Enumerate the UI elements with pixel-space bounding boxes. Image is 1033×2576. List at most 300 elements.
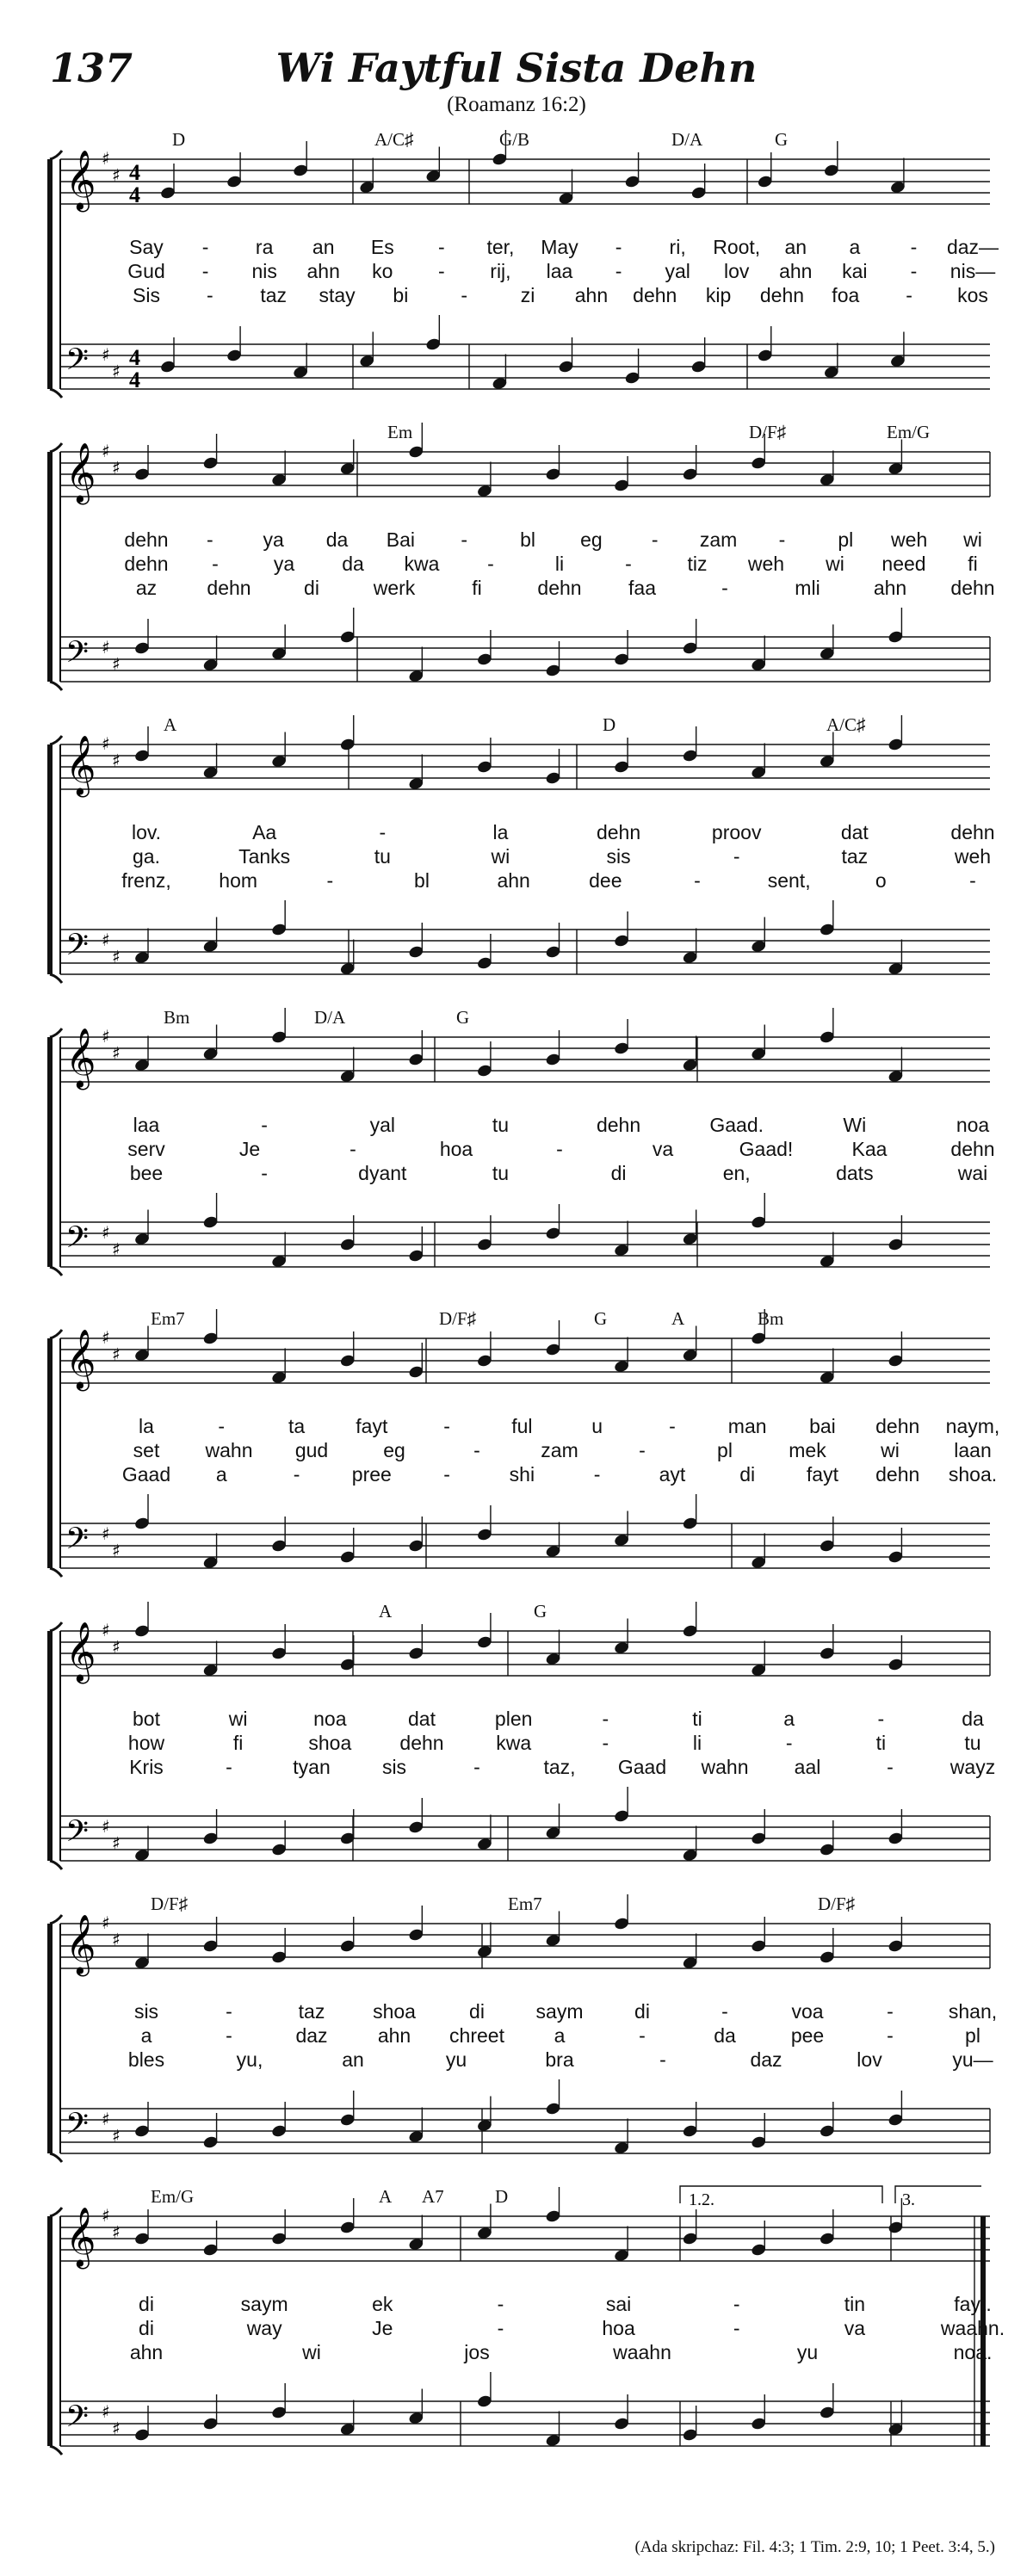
lyric-syllable: eg [383,1439,405,1461]
lyric-syllable: - [651,528,659,551]
lyric-syllable: weh [891,528,928,551]
lyric-syllable: serv [127,1138,165,1160]
lyric-syllable: - [226,2024,232,2047]
lyric-syllable: dehn [950,577,995,599]
chord-symbol: Em7 [508,1893,542,1914]
lyric-syllable: ahn [779,260,813,282]
lyric-syllable: shan, [948,2000,998,2023]
sharp-icon: ♯ [112,1636,121,1658]
lyric-syllable: - [226,1756,232,1778]
lyric-syllable: - [487,553,494,575]
lyric-syllable: - [212,553,219,575]
lyric-syllable: proov [711,821,762,843]
sharp-icon: ♯ [112,2418,121,2439]
lyric-syllable: Say [129,236,164,258]
lyric-syllable: da [342,553,364,575]
lyric-syllable: Je [238,1138,261,1160]
chord-symbol: A [164,714,177,735]
lyric-syllable: ta [288,1415,306,1437]
lyric-syllable: - [473,1756,480,1778]
lyric-syllable: di [139,2317,154,2339]
lyric-syllable: pl [965,2024,980,2047]
lyric-syllable: yu [445,2048,467,2071]
lyric-syllable: fayt [806,1463,838,1486]
lyric-syllable: - [443,1415,450,1437]
lyric-syllable: chreet [449,2024,504,2047]
chord-symbol: D/F♯ [151,1893,189,1914]
lyric-syllable: dehn [124,553,169,575]
lyric-syllable: daz [295,2024,328,2047]
lyric-syllable: dee [589,869,622,892]
chord-symbol: Em/G [887,422,931,442]
chord-symbol: D/A [671,129,703,150]
lyric-syllable: - [461,284,468,306]
lyric-syllable: fayt. [954,2293,992,2315]
lyric-syllable: wi [963,528,982,551]
lyric-syllable: ahn [574,284,609,306]
chord-symbol: Bm [758,1308,784,1329]
lyric-syllable: ahn [873,577,907,599]
bass-clef-icon: 𝄢 [65,927,90,969]
lyric-syllable: ti [692,1708,702,1730]
lyric-syllable: foa [832,284,860,306]
lyric-syllable: - [625,553,632,575]
lyric-syllable: - [326,869,334,892]
lyric-syllable: set [133,1439,160,1461]
lyrics-block [0,528,1033,673]
sharp-icon: ♯ [112,2125,121,2147]
lyric-syllable: a [215,1463,227,1486]
lyric-syllable: wi [881,1439,900,1461]
lyric-syllable: - [615,236,622,258]
lyric-syllable: how [127,1732,165,1754]
ending-label: 1.2. [689,2190,714,2209]
lyric-syllable: shi [509,1463,535,1486]
lyric-syllable: - [218,1415,226,1437]
lyric-syllable: zi [520,284,535,306]
lyric-syllable: Aa [252,821,277,843]
treble-clef-icon: 𝄞 [65,1622,96,1682]
lyric-syllable: Gud [127,260,165,282]
lyric-syllable: noa. [953,2341,993,2363]
lyric-syllable: Kris [129,1756,164,1778]
lyric-syllable: a [554,2024,566,2047]
lyric-syllable: wi [228,1708,248,1730]
lyric-syllable: ahn [129,2341,164,2363]
lyric-syllable: taz [298,2000,325,2023]
lyrics-block [0,1708,1033,1852]
lyric-syllable: stay [319,284,356,306]
lyric-syllable: yu— [952,2048,993,2071]
lyric-syllable: - [438,260,445,282]
lyric-syllable: May [541,236,578,258]
lyric-syllable: tu [492,1162,510,1184]
lyric-syllable: ahn [497,869,530,892]
lyric-syllable: dehn [759,284,805,306]
bass-clef-icon: 𝄢 [65,1220,90,1262]
lyric-syllable: - [497,2317,504,2339]
time-signature-bottom: 4 [129,182,140,207]
lyric-syllable: dyant [358,1162,407,1184]
sharp-icon: ♯ [112,750,121,771]
lyric-syllable: tu [374,845,391,868]
lyric-syllable: nis— [949,260,996,282]
lyric-syllable: eg [580,528,603,551]
treble-clef-icon: 𝄞 [65,2207,96,2267]
lyric-syllable: mek [789,1439,826,1461]
lyric-syllable: - [438,236,445,258]
sharp-icon: ♯ [102,1327,110,1348]
lyric-syllable: di [739,1463,756,1486]
lyric-syllable: fayt [356,1415,388,1437]
lyric-syllable: a [783,1708,795,1730]
lyrics-block [0,2000,1033,2145]
lyric-syllable: Gaad [121,1463,171,1486]
lyric-syllable: - [778,528,786,551]
lyric-syllable: fi [968,553,978,575]
lyric-syllable: dehn [537,577,582,599]
lyric-syllable: - [694,869,701,892]
lyric-syllable: dehn [633,284,677,306]
lyric-syllable: da [714,2024,736,2047]
lyric-syllable: man [727,1415,767,1437]
lyric-syllable: ahn [306,260,340,282]
lyric-syllable: - [877,1708,885,1730]
sharp-icon: ♯ [102,2205,110,2226]
chord-symbol: Bm [164,1007,190,1028]
lyric-syllable: sis [133,2000,159,2023]
lyric-syllable: yal [665,260,690,282]
lyric-syllable: bles [127,2048,165,2071]
lyric-syllable: - [349,1138,356,1160]
lyric-syllable: - [733,845,740,868]
chord-symbol: D [495,2186,509,2207]
lyric-syllable: hoa [602,2317,635,2339]
lyric-syllable: hom [219,869,258,892]
lyric-syllable: ra [255,236,274,258]
lyric-syllable: waahn [613,2341,671,2363]
sharp-icon: ♯ [102,733,110,754]
lyric-syllable: voa [791,2000,824,2023]
chord-symbol: A/C♯ [826,714,866,735]
lyric-syllable: saym [535,2000,584,2023]
lyric-syllable: laa [133,1114,160,1136]
lyric-syllable: u [591,1415,603,1437]
lyric-syllable: ek [372,2293,393,2315]
time-signature-top: 4 [129,345,140,370]
lyrics-block [0,2293,1033,2437]
lyric-syllable: - [733,2293,740,2315]
lyric-syllable: laa [546,260,573,282]
lyric-syllable: wayz [949,1756,996,1778]
lyric-syllable: hoa [439,1138,473,1160]
lyric-syllable: yal [369,1114,395,1136]
lyric-syllable: frenz, [121,869,171,892]
lyric-syllable: Bai [386,528,415,551]
lyric-syllable: tyan [293,1756,331,1778]
lyric-syllable: taz, [543,1756,576,1778]
lyric-syllable: ayt [659,1463,686,1486]
lyric-syllable: di [139,2293,154,2315]
lyric-syllable: daz [750,2048,782,2071]
lyric-syllable: jos [464,2341,490,2363]
lyric-syllable: pree [351,1463,392,1486]
sharp-icon: ♯ [112,361,121,382]
lyric-syllable: o [875,869,887,892]
lyric-syllable: ya [263,528,284,551]
chord-symbol: D [172,129,186,150]
lyric-syllable: - [785,1732,793,1754]
lyric-syllable: - [733,2317,740,2339]
lyric-syllable: di [610,1162,627,1184]
lyric-syllable: - [887,2000,894,2023]
lyric-syllable: sent, [767,869,811,892]
chord-symbol: G [594,1308,608,1329]
lyric-syllable: pee [790,2024,825,2047]
treble-clef-icon: 𝄞 [65,1329,96,1389]
lyric-syllable: bot [133,1708,160,1730]
treble-clef-icon: 𝄞 [65,735,96,795]
lyric-syllable: yu, [236,2048,263,2071]
lyric-syllable: Sis [133,284,160,306]
lyric-syllable: laan [954,1439,992,1461]
chord-symbol: A [671,1308,685,1329]
lyric-syllable: an [342,2048,364,2071]
lyric-syllable: sis [606,845,631,868]
sharp-icon: ♯ [102,2401,110,2422]
lyric-syllable: dehn [950,821,995,843]
lyric-syllable: di [469,2000,485,2023]
sharp-icon: ♯ [112,457,121,479]
lyric-syllable: pl [717,1439,733,1461]
lyric-syllable: - [261,1114,268,1136]
lyric-syllable: kai [842,260,868,282]
lyric-syllable: an [312,236,335,258]
chord-symbol: G/B [499,129,530,150]
chord-symbol: A7 [422,2186,444,2207]
sharp-icon: ♯ [112,1929,121,1950]
sharp-icon: ♯ [112,1239,121,1260]
sharp-icon: ♯ [102,148,110,169]
lyric-syllable: - [887,1756,894,1778]
lyric-syllable: dats [836,1162,874,1184]
lyric-syllable: sis [381,1756,407,1778]
lyric-syllable: dehn [124,528,169,551]
chord-symbol: D/F♯ [749,422,787,442]
sharp-icon: ♯ [102,1912,110,1933]
lyric-syllable: ter, [486,236,515,258]
lyric-syllable: weh [954,845,992,868]
lyric-syllable: - [602,1732,609,1754]
lyrics-block [0,821,1033,966]
lyric-syllable: di [634,2000,650,2023]
lyric-syllable: kwa [496,1732,532,1754]
chord-symbol: A/C♯ [374,129,414,150]
lyric-syllable: - [615,260,622,282]
sharp-icon: ♯ [102,1523,110,1544]
lyric-syllable: ful [511,1415,533,1437]
lyric-syllable: shoa. [948,1463,998,1486]
bass-clef-icon: 𝄢 [65,342,90,384]
lyric-syllable: tin [844,2293,865,2315]
lyric-syllable: kwa [404,553,440,575]
lyric-syllable: pl [838,528,854,551]
lyric-syllable: faa [628,577,656,599]
sharp-icon: ♯ [102,637,110,658]
lyric-syllable: fi [472,577,482,599]
lyric-syllable: va [844,2317,865,2339]
footer-scripture-note: (Ada skripchaz: Fil. 4:3; 1 Tim. 2:9, 10; 1 Peet. 3:4, 5.) [634,2538,995,2556]
lyric-syllable: - [910,236,918,258]
lyric-syllable: - [207,528,213,551]
lyric-syllable: kip [705,284,732,306]
lyric-syllable: va [652,1138,674,1160]
lyric-syllable: waahn. [940,2317,1005,2339]
lyric-syllable: Gaad. [709,1114,764,1136]
sharp-icon: ♯ [102,2109,110,2129]
sharp-icon: ♯ [102,344,110,365]
lyric-syllable: shoa [373,2000,416,2023]
lyric-syllable: an [784,236,807,258]
lyric-syllable: ri, [669,236,686,258]
chord-symbol: A [379,2186,393,2207]
lyric-syllable: dehn [875,1415,920,1437]
lyric-syllable: dehn [207,577,251,599]
lyric-syllable: da [325,528,349,551]
lyric-syllable: lov [857,2048,882,2071]
lyric-syllable: ko [372,260,393,282]
lyric-syllable: tu [964,1732,981,1754]
chord-symbol: G [456,1007,470,1028]
sharp-icon: ♯ [102,930,110,950]
lyric-syllable: lov. [131,821,162,843]
sharp-icon: ♯ [112,653,121,675]
lyric-syllable: - [659,2048,666,2071]
chord-symbol: G [534,1601,547,1622]
sharp-icon: ♯ [112,946,121,967]
lyric-syllable: bra [545,2048,574,2071]
sharp-icon: ♯ [102,441,110,461]
lyric-syllable: noa [313,1708,347,1730]
hymn-title: Wi Faytful Sista Dehn [275,45,758,91]
lyric-syllable: sai [605,2293,632,2315]
lyric-syllable: - [497,2293,504,2315]
lyric-syllable: need [881,553,926,575]
lyric-syllable: bi [393,284,409,306]
lyric-syllable: ga. [133,845,160,868]
lyric-syllable: da [962,1708,984,1730]
lyric-syllable: - [721,577,728,599]
chord-symbol: Em/G [151,2186,195,2207]
time-signature-bottom: 4 [129,368,140,392]
lyric-syllable: rij, [490,260,511,282]
lyric-syllable: wi [302,2341,321,2363]
lyric-syllable: Je [372,2317,393,2339]
lyric-syllable: - [639,1439,646,1461]
lyric-syllable: - [910,260,918,282]
treble-clef-icon: 𝄞 [65,1914,96,1974]
lyric-syllable: bai [809,1415,836,1437]
lyric-syllable: zam [699,528,738,551]
lyric-syllable: shoa [308,1732,352,1754]
lyric-syllable: dat [840,821,869,843]
bass-clef-icon: 𝄢 [65,2399,90,2441]
sharp-icon: ♯ [112,1540,121,1561]
lyric-syllable: di [304,577,319,599]
sharp-icon: ♯ [102,1620,110,1640]
lyric-syllable: Gaad [617,1756,667,1778]
chord-symbol: D/A [314,1007,346,1028]
sharp-icon: ♯ [112,164,121,186]
chord-symbol: D/F♯ [818,1893,856,1914]
lyric-syllable: taz [841,845,869,868]
lyric-syllable: bl [414,869,430,892]
chord-symbol: A [379,1601,393,1622]
lyric-syllable: - [201,260,209,282]
sharp-icon: ♯ [112,1042,121,1064]
lyric-syllable: - [473,1439,480,1461]
lyric-syllable: wi [826,553,844,575]
hymn-number: 137 [50,45,133,91]
lyric-syllable: ya [273,553,295,575]
lyric-syllable: a [140,2024,152,2047]
lyric-syllable: - [379,821,387,843]
lyric-syllable: nis [251,260,277,282]
lyric-syllable: - [969,869,976,892]
lyric-syllable: aal [794,1756,821,1778]
bass-clef-icon: 𝄢 [65,1521,90,1563]
lyric-syllable: az [135,577,158,599]
lyric-syllable: li [692,1732,702,1754]
lyric-syllable: ahn [377,2024,411,2047]
lyric-syllable: dehn [399,1732,444,1754]
lyric-syllable: - [201,236,209,258]
lyric-syllable: yu [796,2341,819,2363]
lyric-syllable: zam [541,1439,578,1461]
scripture-reference: (Roamanz 16:2) [447,93,586,116]
lyric-syllable: way [246,2317,282,2339]
ending-label: 3. [902,2190,915,2209]
lyric-syllable: daz— [946,236,999,258]
lyric-syllable: Kaa [851,1138,888,1160]
lyric-syllable: - [639,2024,646,2047]
time-signature-top: 4 [129,160,140,185]
chord-symbol: Em [387,422,413,442]
bass-clef-icon: 𝄢 [65,1813,90,1856]
sharp-icon: ♯ [102,1222,110,1243]
chord-symbol: D [603,714,616,735]
sharp-icon: ♯ [112,2221,121,2243]
lyrics-block [0,236,1033,380]
lyric-syllable: li [554,553,565,575]
lyric-syllable: tiz [687,553,708,575]
lyric-syllable: taz [260,284,288,306]
chord-symbol: D/F♯ [439,1308,477,1329]
lyric-syllable: - [556,1138,563,1160]
lyric-syllable: - [593,1463,601,1486]
lyric-syllable: tu [492,1114,510,1136]
lyric-syllable: mli [795,577,820,599]
lyric-syllable: bee [129,1162,164,1184]
lyric-syllable: Root, [713,236,761,258]
lyric-syllable: fi [232,1732,244,1754]
lyric-syllable: wahn [701,1756,749,1778]
bass-clef-icon: 𝄢 [65,2106,90,2148]
lyric-syllable: weh [747,553,785,575]
chord-symbol: Em7 [151,1308,185,1329]
lyric-syllable: - [887,2024,894,2047]
lyric-syllable: - [669,1415,676,1437]
